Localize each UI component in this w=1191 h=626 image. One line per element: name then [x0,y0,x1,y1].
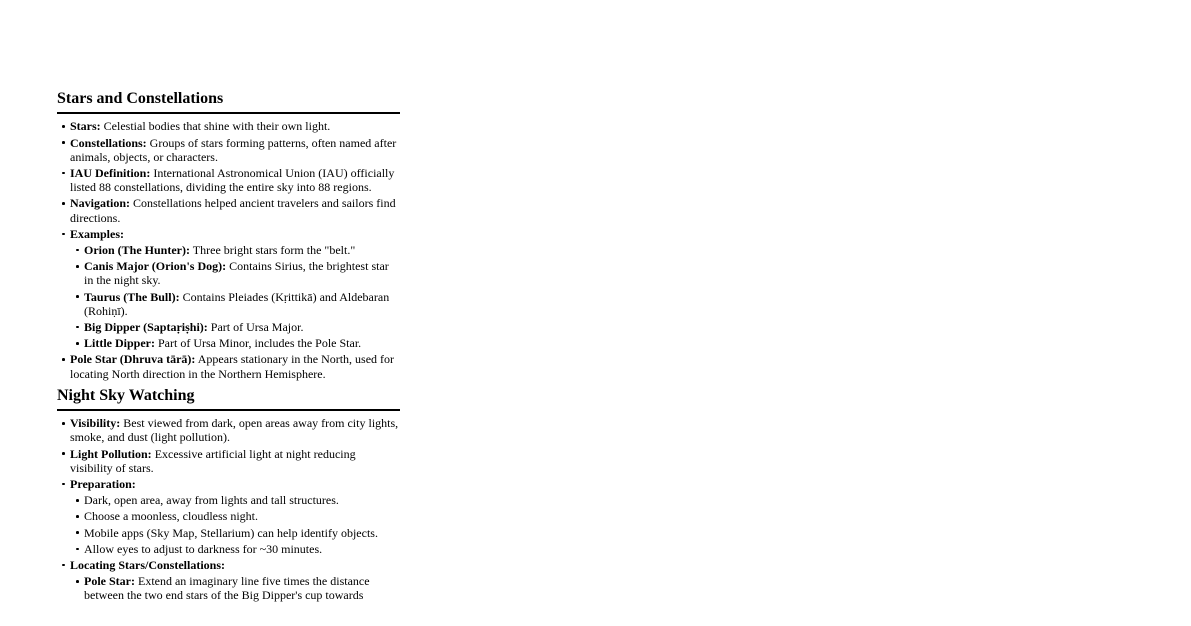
item-label: Preparation: [70,477,136,492]
bullet-list [57,119,400,380]
bullet-list [57,416,400,602]
item-text: Contains Sirius, the brightest star in the night sky. [84,259,389,288]
item-label: Pole Star (Dhruva tārā): [70,352,196,367]
list-item [70,119,400,133]
sub-list-item [84,336,400,350]
item-label: Little Dipper: [84,336,155,351]
item-text: Best viewed from dark, open areas away from city lights, smoke, and dust (light pollution). [70,416,399,445]
item-label: Constellations: [70,135,147,150]
item-text: Groups of stars forming patterns, often named after animals, objects, or characters. [70,135,397,164]
item-label: Locating Stars/Constellations: [70,558,226,573]
item-text: Dark, open area, away from lights and tall structures. [84,493,339,508]
sub-list-item [84,320,400,334]
item-text: Part of Ursa Minor, includes the Pole Star. [158,336,362,351]
sub-list-item [84,493,400,507]
sub-list-item [84,259,400,287]
list-item [70,447,400,475]
list-item [70,227,400,351]
item-label: IAU Definition: [70,166,151,180]
list-item [70,558,400,603]
sub-list-item [84,243,400,257]
item-text: Allow eyes to adjust to darkness for ~30 minutes. [84,541,323,556]
list-item [70,352,400,380]
item-text: Appears stationary in the North, used for locating North direction in the Northern Hemisphere. [70,352,395,381]
item-text: Part of Ursa Major. [210,320,304,335]
item-text: Contains Pleiades (Kṛittikā) and Aldebaran (Rohiṇī). [84,289,390,318]
item-label: Pole Star: [84,574,135,589]
sub-bullet-list [70,493,400,556]
item-text: Celestial bodies that shine with their own light. [103,119,331,134]
list-item [70,136,400,164]
item-label: Big Dipper (Saptaṛiṣhi): [84,320,208,335]
list-item [70,196,400,224]
sub-list-item [84,526,400,540]
item-label: Light Pollution: [70,446,152,461]
item-text: Choose a moonless, cloudless night. [84,509,258,524]
sub-list-item [84,542,400,556]
sub-list-item [84,574,400,602]
item-text: Three bright stars form the "belt." [192,243,356,258]
item-text: Constellations helped ancient travelers and sailors find directions. [70,196,396,225]
sub-bullet-list [70,243,400,350]
item-text: Excessive artificial light at night reducing visibility of stars. [70,446,356,475]
item-label: Navigation: [70,196,130,211]
item-text: Mobile apps (Sky Map, Stellarium) can help identify objects. [84,525,378,540]
section-night-sky-watching [57,387,400,603]
item-text: International Astronomical Union (IAU) officially listed 88 constellations, dividing the entire sky into 88 regions. [70,166,395,195]
section-title: Stars and Constellations [57,90,400,114]
list-item [70,416,400,444]
sub-list-item [84,509,400,523]
item-label: Visibility: [70,416,121,431]
item-label: Orion (The Hunter): [84,243,190,258]
document [57,0,400,603]
sub-bullet-list [70,574,400,602]
sub-list-item [84,290,400,318]
item-label: Examples: [70,226,124,241]
list-item [70,477,400,556]
list-item [70,166,400,194]
item-label: Stars: [70,119,101,134]
section-title: Night Sky Watching [57,387,400,411]
item-text: Extend an imaginary line five times the distance between the two end stars of the Big Dipper's cup towards [84,574,370,603]
item-label: Canis Major (Orion's Dog): [84,259,227,274]
item-label: Taurus (The Bull): [84,289,180,304]
section-stars-and-constellations [57,90,400,381]
